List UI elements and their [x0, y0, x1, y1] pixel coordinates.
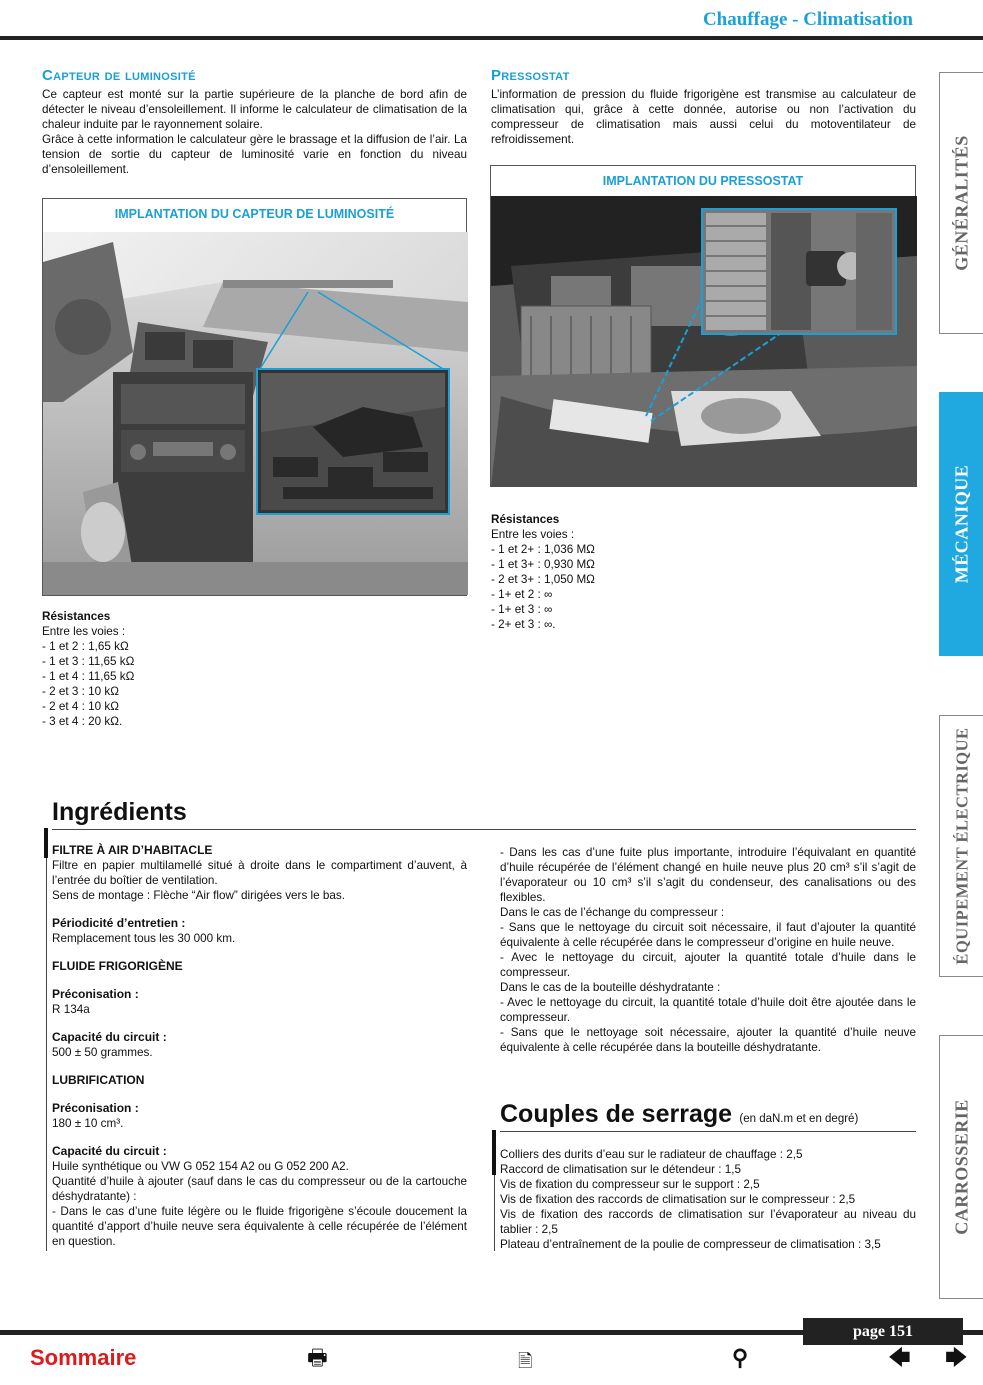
couples-rule: [500, 1131, 916, 1132]
ingredients-bar: [44, 828, 48, 858]
binoculars-icon[interactable]: ⚲: [732, 1345, 749, 1370]
tab-equipement-electrique-label: ÉQUIPEMENT ÉLECTRIQUE: [952, 727, 971, 965]
figure-capteur: [42, 198, 467, 596]
engine-bay-photo: [491, 196, 917, 487]
list-item: - 3 et 4 : 20 kΩ.: [42, 715, 123, 728]
lub-paragraph: - Dans les cas d’une fuite plus importante, introduire l’équivalant en quantité d’huile récupérée de l’élément changé en huile neuve plus 20 cm³ s’il s’agit de l’évaporateur ou 10 cm³ s’il s’agit du condenseur, des canalisations ou des flexibles.: [500, 846, 916, 904]
section-title-capteur: Capteur de luminosité: [42, 67, 196, 84]
tab-generalites[interactable]: [939, 72, 983, 334]
list-item: - 1 et 4 : 11,65 kΩ: [42, 670, 135, 683]
page-number: page 151: [803, 1318, 963, 1345]
filtre-title: FILTRE À AIR D’HABITACLE: [52, 843, 213, 857]
list-item: - 1 et 2 : 1,65 kΩ: [42, 640, 129, 653]
fluide-capacite: 500 ± 50 grammes.: [52, 1046, 153, 1059]
tab-mecanique[interactable]: [939, 392, 983, 656]
list-item: Colliers des durits d’eau sur le radiateur de chauffage : 2,5: [500, 1148, 803, 1161]
pressostat-description: L’information de pression du fluide frigorigène est transmise au calculateur de climatisation qui, grâce à cette donnée, autorise ou non l’activation du compresseur de climatisation mais aussi celui du motoventilateur de refroidissement.: [491, 88, 916, 146]
list-item: Vis de fixation des raccords de climatisation sur le compresseur : 2,5: [500, 1193, 856, 1206]
pressostat-resistances: [491, 512, 791, 632]
fluide-preconisation: R 134a: [52, 1003, 90, 1016]
list-item: - 2+ et 3 : ∞.: [491, 618, 556, 631]
capteur-resistances-intro: Entre les voies :: [42, 625, 126, 638]
couples-unit: (en daN.m et en degré): [739, 1113, 859, 1125]
lub-preconisation-title: Préconisation :: [52, 1101, 139, 1115]
document-search-icon[interactable]: 🗎: [518, 1351, 533, 1371]
list-item: - 1 et 3+ : 0,930 MΩ: [491, 558, 595, 571]
filtre-sens: Sens de montage : Flèche “Air flow” dirigées vers le bas.: [52, 889, 345, 902]
couples-side-line: [494, 1175, 495, 1251]
tab-carrosserie-label: CARROSSERIE: [951, 1099, 971, 1235]
figure-pressostat: [490, 165, 916, 487]
lubrification-title: LUBRIFICATION: [52, 1073, 145, 1087]
ingredients-rule: [52, 829, 916, 830]
periodicite-text: Remplacement tous les 30 000 km.: [52, 932, 236, 945]
section-title-pressostat: Pressostat: [491, 67, 570, 84]
list-item: Raccord de climatisation sur le détendeur : 1,5: [500, 1163, 742, 1176]
couples-heading: [500, 1100, 859, 1128]
list-item: - 2 et 4 : 10 kΩ: [42, 700, 119, 713]
lub-preconisation: 180 ± 10 cm³.: [52, 1117, 124, 1130]
lub-paragraph: - Sans que le nettoyage du circuit soit nécessaire, il faut d’ajouter la quantité équivalente à celle récupérée dans le compresseur d’origine en huile neuve.: [500, 921, 916, 949]
arrow-left-icon[interactable]: 🡄: [888, 1345, 911, 1370]
printer-icon[interactable]: 🖶: [307, 1345, 328, 1370]
tab-equipement-electrique[interactable]: [939, 715, 983, 977]
capteur-paragraph-1: Ce capteur est monté sur la partie supérieure de la planche de bord afin de détecter le niveau d’ensoleillement. Il informe le calculateur de climatisation de la chaleur induite par le rayonnement solaire.: [42, 88, 467, 131]
ingredients-right-column: [500, 845, 916, 1055]
figure-pressostat-caption: IMPLANTATION DU PRESSOSTAT: [602, 174, 804, 188]
fluide-preconisation-title: Préconisation :: [52, 987, 139, 1001]
pressostat-resistances-title: Résistances: [491, 513, 560, 526]
ingredients-side-line: [46, 858, 47, 1251]
lub-capacite-title: Capacité du circuit :: [52, 1144, 167, 1158]
page-header-title: Chauffage - Climatisation: [702, 9, 913, 30]
list-item: - 2 et 3 : 10 kΩ: [42, 685, 119, 698]
list-item: - 1 et 2+ : 1,036 MΩ: [491, 543, 595, 556]
list-item: Vis de fixation des raccords de climatisation sur l’évaporateur au niveau du tablier : 2,5: [500, 1208, 916, 1236]
periodicite-title: Périodicité d’entretien :: [52, 916, 186, 930]
list-item: - 2 et 3+ : 1,050 MΩ: [491, 573, 595, 586]
lub-paragraph: Dans le cas de la bouteille déshydratante :: [500, 981, 721, 994]
ingredients-title: Ingrédients: [52, 798, 187, 826]
tab-generalites-label: GÉNÉRALITÉS: [951, 135, 971, 271]
couples-bar: [492, 1130, 496, 1175]
dashboard-photo: [43, 232, 468, 595]
list-item: Plateau d’entraînement de la poulie de compresseur de climatisation : 3,5: [500, 1238, 881, 1251]
capteur-resistances: [42, 609, 342, 729]
fluide-title: FLUIDE FRIGORIGÈNE: [52, 959, 183, 973]
fluide-capacite-title: Capacité du circuit :: [52, 1030, 167, 1044]
lub-capacite-2: Quantité d’huile à ajouter (sauf dans le cas du compresseur ou de la cartouche déshydratante) :: [52, 1175, 467, 1203]
filtre-text: Filtre en papier multilamellé situé à droite dans le compartiment d’auvent, à l’entrée du boîtier de ventilation.: [52, 859, 467, 887]
couples-title: Couples de serrage: [500, 1100, 733, 1128]
figure-capteur-caption: IMPLANTATION DU CAPTEUR DE LUMINOSITÉ: [114, 207, 395, 221]
capteur-resistances-title: Résistances: [42, 610, 111, 623]
lub-capacite-1: Huile synthétique ou VW G 052 154 A2 ou G 052 200 A2.: [52, 1160, 349, 1173]
list-item: - 1 et 3 : 11,65 kΩ: [42, 655, 135, 668]
tab-mecanique-label: MÉCANIQUE: [951, 464, 971, 584]
sommaire-link[interactable]: Sommaire: [30, 1345, 137, 1370]
lub-paragraph: Dans le cas de l’échange du compresseur :: [500, 906, 725, 919]
lub-capacite-3: - Dans le cas d’une fuite légère ou le fluide frigorigène s’écoule doucement la quantité d’apport d’huile neuve sera équivalente à celle récupérée de l’élément en question.: [52, 1205, 467, 1248]
tab-carrosserie[interactable]: [939, 1035, 983, 1299]
arrow-right-icon[interactable]: 🡆: [945, 1345, 968, 1370]
lub-paragraph: - Sans que le nettoyage soit nécessaire, ajouter la quantité d’huile neuve équivalente à celle récupérée dans la bouteille déshydratante.: [500, 1026, 916, 1054]
lub-paragraph: - Avec le nettoyage du circuit, ajouter la quantité totale d’huile dans le compresseur.: [500, 951, 916, 979]
ingredients-left-column: [52, 843, 467, 1249]
capteur-description: [42, 87, 467, 177]
list-item: - 1+ et 2 : ∞: [491, 588, 553, 601]
list-item: Vis de fixation du compresseur sur le support : 2,5: [500, 1178, 760, 1191]
capteur-paragraph-2: Grâce à cette information le calculateur gère le brassage et la diffusion de l’air. La tension de sortie du capteur de luminosité varie en fonction du niveau d’ensoleillement.: [42, 133, 467, 176]
pressostat-resistances-intro: Entre les voies :: [491, 528, 575, 541]
header-rule: [0, 36, 983, 40]
lub-paragraph: - Avec le nettoyage du circuit, la quantité totale d’huile doit être ajoutée dans le compresseur.: [500, 996, 916, 1024]
couples-list: [500, 1147, 916, 1252]
list-item: - 1+ et 3 : ∞: [491, 603, 553, 616]
